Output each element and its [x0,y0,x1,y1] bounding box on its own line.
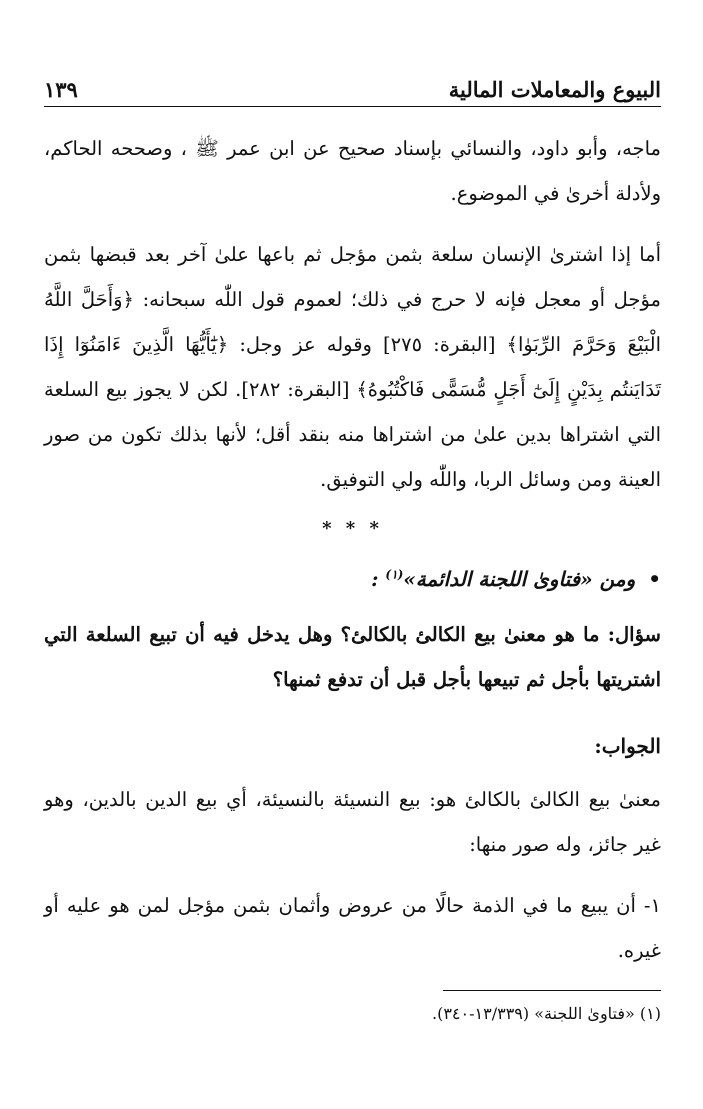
section-heading-text: ومن «فتاوىٰ اللجنة الدائمة» [403,567,636,591]
footnote-ref: (١) [385,567,404,582]
answer-label: الجواب: [594,734,661,758]
paragraph-gap [44,867,661,883]
footnote: (١) «فتاوىٰ اللجنة» (١٣/٣٣٩-٣٤٠). [432,1004,661,1023]
header-rule [44,106,661,107]
section-heading [44,557,661,602]
paragraph-continued: ماجه، وأبو داود، والنسائي بإسناد صحيح عن ابن عمر ﷺ ، وصححه الحاكم، ولأدلة أخرىٰ في الموضوع. [44,137,661,205]
question: سؤال: ما هو معنىٰ بيع الكالئ بالكالئ؟ وهل يدخل فيه أن تبيع السلعة التي اشتريتها بأجل ثم تبيعها بأجل قبل أن تدفع ثمنها؟ [44,623,661,691]
paragraph-gap [44,216,661,232]
page-number: ١٣٩ [44,77,78,102]
answer-paragraph: معنىٰ بيع الكالئ بالكالئ هو: بيع النسيئة بالنسيئة، أي بيع الدين بالدين، وهو غير جائز، وله صور منها: [44,788,661,856]
footnote-rule [443,990,661,991]
answer-point-1: ١- أن يبيع ما في الذمة حالًا من عروض وأثمان بثمن مؤجل لمن هو عليه أو غيره. [44,894,661,962]
bullet-icon: • [648,567,661,591]
header-title: البيوع والمعاملات المالية [448,77,661,102]
section-heading-colon: : [371,567,379,591]
main-text [44,126,661,973]
section-separator: * * * [322,518,383,539]
paragraph-ruling: أما إذا اشترىٰ الإنسان سلعة بثمن مؤجل ثم باعها علىٰ آخر بعد قبضها بثمن مؤجل أو معجل فإنه لا حرج في ذلك؛ لعموم قول اللّٰه سبحانه: ﴿وَأَحَلَّ اللَّهُ الْبَيْعَ وَحَرَّمَ الرِّبَوٰا﴾ [البقرة: ٢٧٥] وقوله عز وجل: ﴿يَٰٓأَيُّهَا الَّذِينَ ءَامَنُوٓا إِذَا تَدَايَنتُم بِدَيْنٍ إِلَىٰٓ أَجَلٍ مُّسَمًّى فَاكْتُبُوهُ﴾ [البقرة: ٢٨٢]. لكن لا يجوز بيع السلعة التي اشتراها بدين علىٰ من اشتراها منه بنقد أقل؛ لأنها بذلك تكون من صور العينة ومن وسائل الربا، واللّٰه ولي التوفيق. [44,243,662,491]
running-header [44,64,661,102]
